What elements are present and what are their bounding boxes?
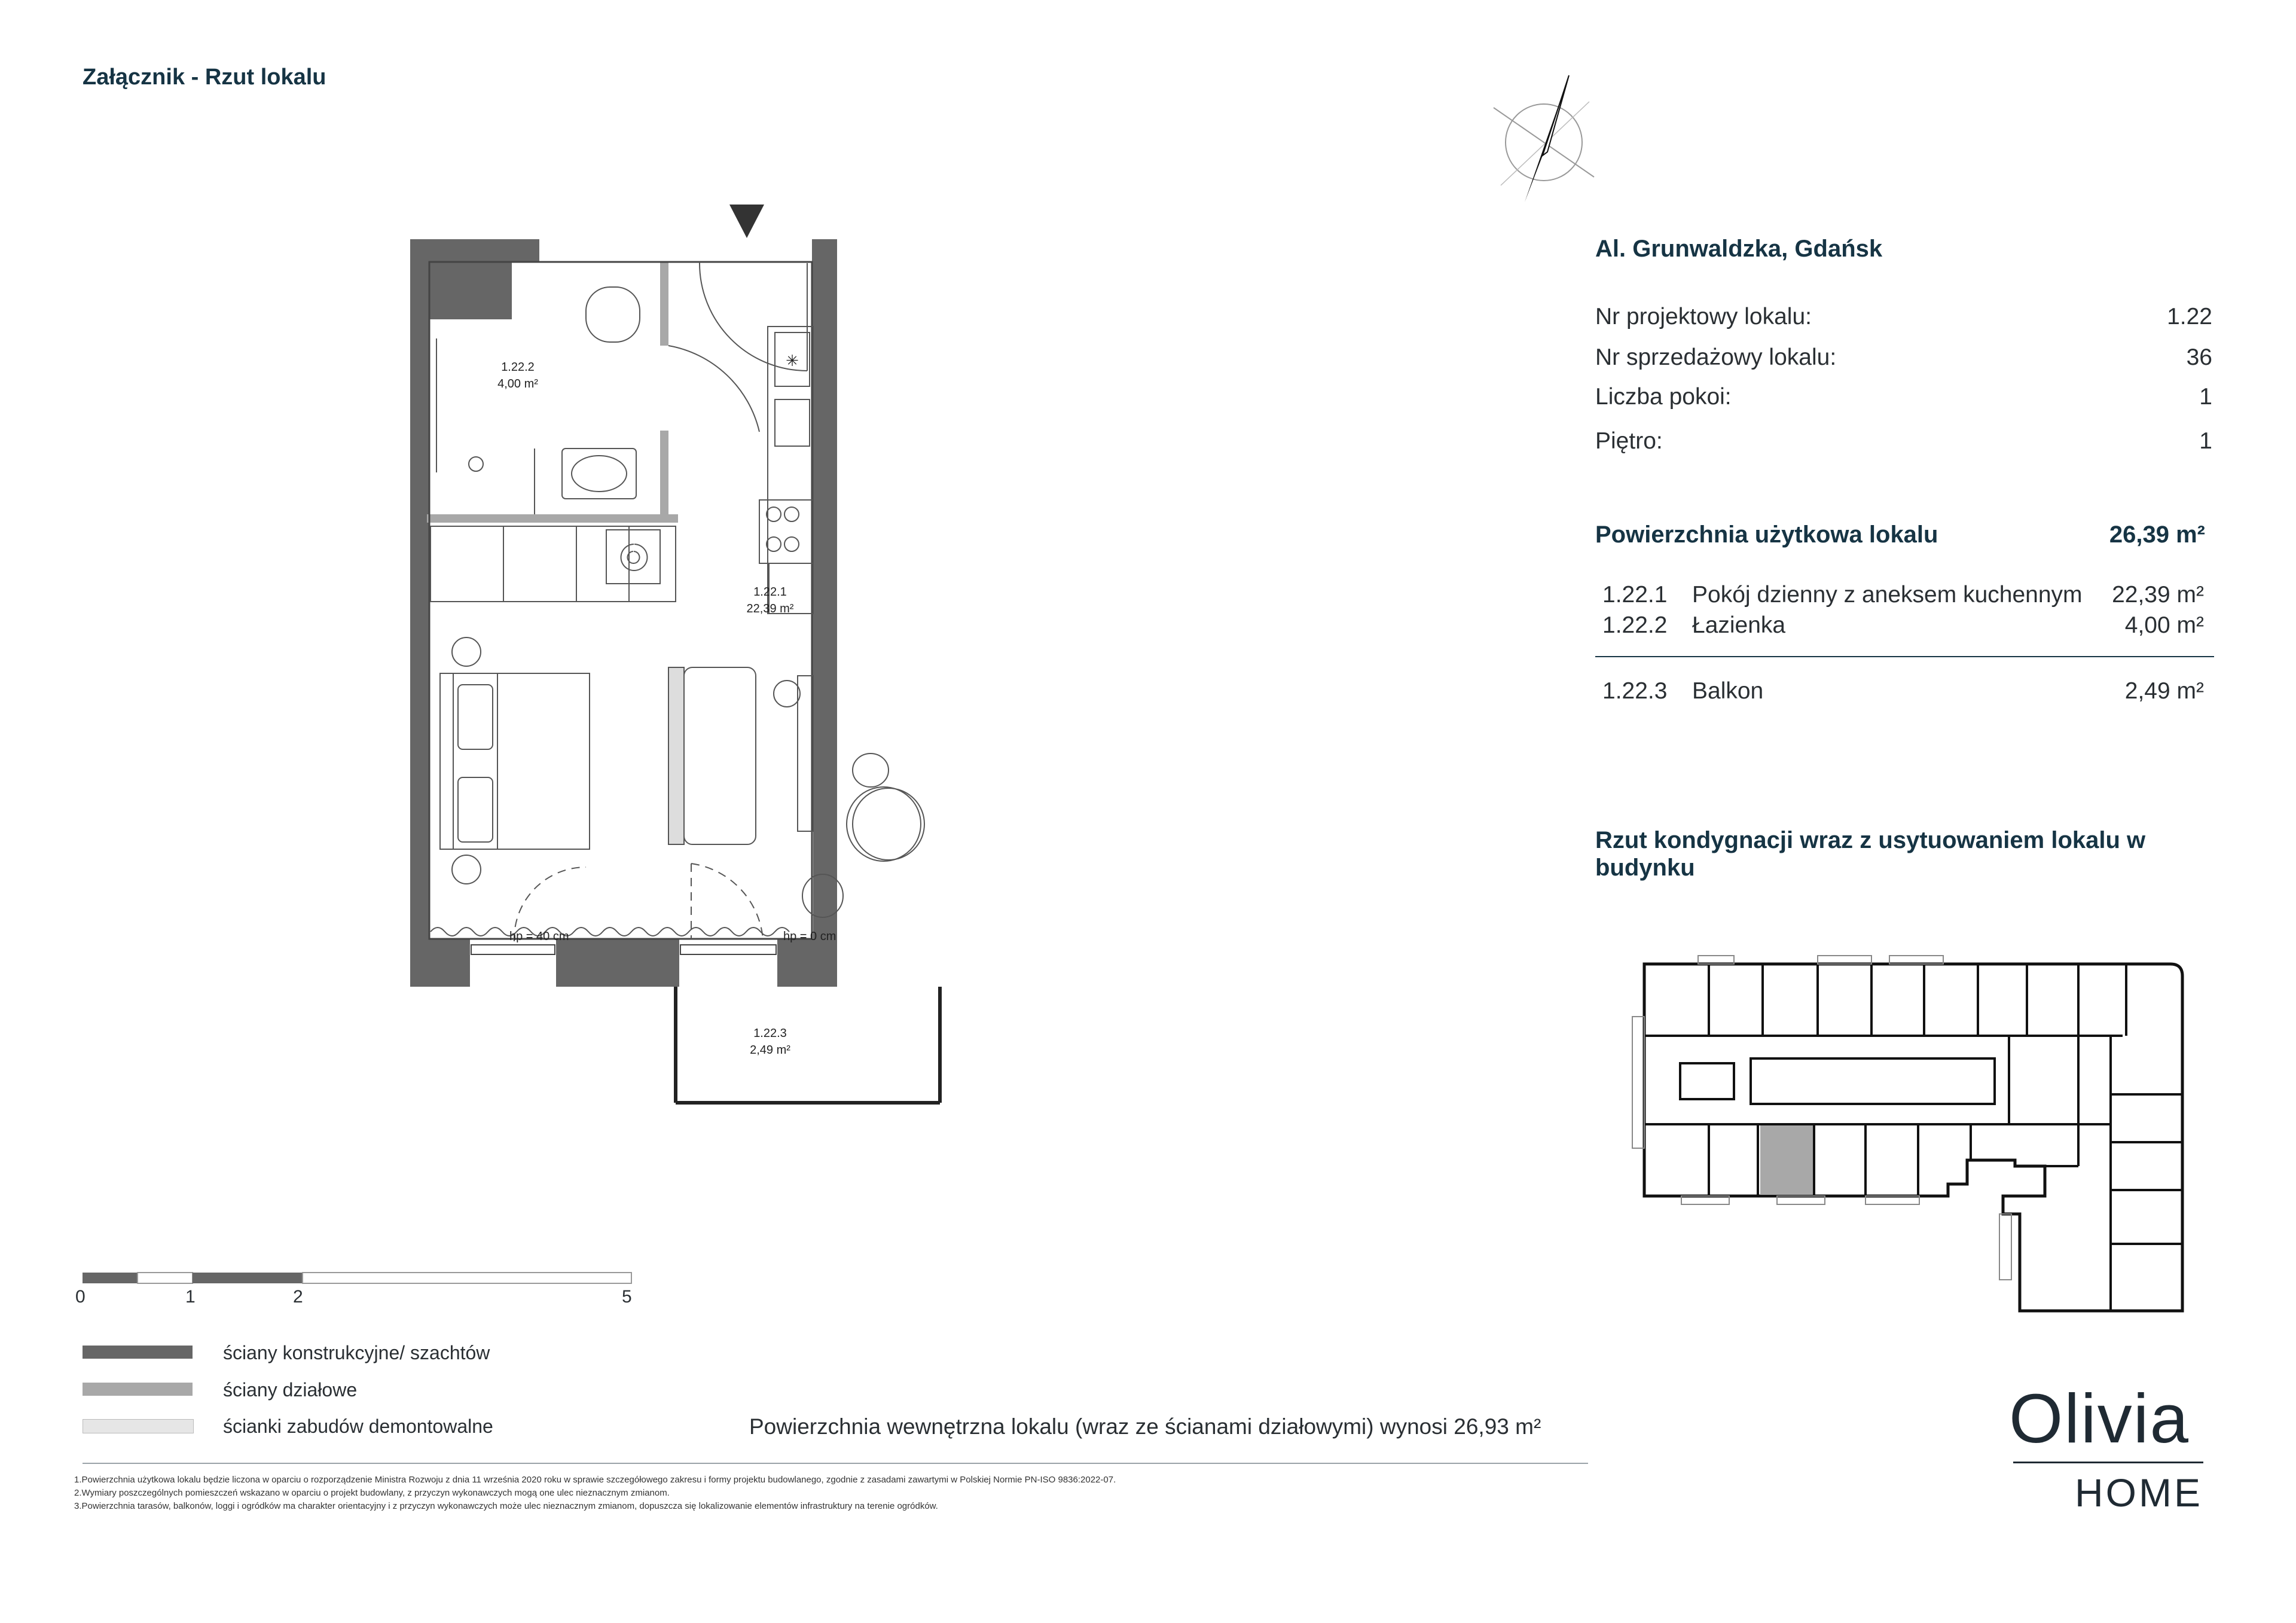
info-value: 1 <box>2199 384 2212 410</box>
room-2-area: 4,00 m² <box>497 377 538 391</box>
info-row-floor <box>1595 428 2212 454</box>
footnote: 2.Wymiary poszczególnych pomieszczeń wskazano w oparciu o projekt budowlany, z przyczyn wykonawczych mogą one ulec nieznacznym zmianom. <box>74 1488 670 1498</box>
info-row-project-no <box>1595 304 2212 330</box>
room-code: 1.22.3 <box>1602 678 1668 704</box>
svg-text:✳: ✳ <box>786 352 799 370</box>
room-2-code: 1.22.2 <box>501 361 535 374</box>
total-area-text: Powierzchnia wewnętrzna lokalu (wraz ze ścianami działowymi) wynosi 26,93 m² <box>749 1414 1541 1439</box>
logo-divider <box>2013 1462 2203 1463</box>
room-code: 1.22.1 <box>1602 582 1668 608</box>
logo-name: Olivia <box>2009 1380 2190 1457</box>
scale-label: 2 <box>293 1287 303 1307</box>
room-area: 2,49 m² <box>2124 678 2204 704</box>
scale-label: 0 <box>75 1287 86 1307</box>
threshold-label-1: hp = 40 cm <box>509 930 569 943</box>
apartment-location-marker <box>1760 1125 1813 1195</box>
scale-label: 1 <box>185 1287 196 1307</box>
divider <box>1595 656 2214 657</box>
usable-area-row <box>1595 521 2205 548</box>
room-area: 4,00 m² <box>2124 612 2204 638</box>
legend-swatch-structural <box>83 1346 193 1359</box>
usable-area-label: Powierzchnia użytkowa lokalu <box>1595 521 1938 548</box>
info-value: 1 <box>2199 428 2212 454</box>
floor-plan-title: Rzut kondygnacji wraz z usytuowaniem lokalu w budynku <box>1595 827 2146 881</box>
legend-label: ściany konstrukcyjne/ szachtów <box>223 1342 490 1363</box>
legend-label: ścianki zabudów demontowalne <box>223 1415 493 1437</box>
info-row-sales-no <box>1595 344 2212 371</box>
info-row-rooms <box>1595 384 2212 410</box>
scale-bar <box>83 1270 633 1288</box>
room-code: 1.22.2 <box>1602 612 1668 638</box>
info-value: 1.22 <box>2167 304 2212 330</box>
page-title: Załącznik - Rzut lokalu <box>83 65 326 90</box>
logo-sub: HOME <box>2075 1471 2203 1515</box>
address: Al. Grunwaldzka, Gdańsk <box>1595 236 1883 262</box>
threshold-label-2: hp = 0 cm <box>783 930 836 943</box>
building-key-plan <box>1614 945 2200 1328</box>
info-value: 36 <box>2186 344 2212 370</box>
info-label: Liczba pokoi: <box>1595 384 1732 410</box>
legend-label: ściany działowe <box>223 1379 358 1401</box>
room-1-area: 22,39 m² <box>746 602 794 615</box>
apartment-floor-plan <box>401 197 975 1124</box>
room-name: Łazienka <box>1692 612 1786 638</box>
room-area: 22,39 m² <box>2112 582 2204 608</box>
north-compass-icon <box>1483 72 1602 203</box>
room-3-area: 2,49 m² <box>750 1044 790 1057</box>
footnote: 1.Powierzchnia użytkowa lokalu będzie liczona w oparciu o rozporządzenie Ministra Rozwoju z dnia 11 września 2020 roku w sprawie szczegółowego zakresu i formy projektu budowlanego, zgodnie z zasadami zawartymi w Polskiej Normie PN-ISO 9836:2022-07. <box>74 1475 1116 1485</box>
room-name: Pokój dzienny z aneksem kuchennym <box>1692 582 2083 608</box>
footnote: 3.Powierzchnia tarasów, balkonów, loggi i ogródków ma charakter orientacyjny i z przyczyn wykonawczych może ulec nieznacznym zmianom, dopuszcza się lokalizowanie elementów infrastruktury na terenie ogródków. <box>74 1501 938 1511</box>
usable-area-value: 26,39 m² <box>2109 521 2205 548</box>
room-3-code: 1.22.3 <box>753 1027 787 1040</box>
info-label: Nr projektowy lokalu: <box>1595 304 1812 330</box>
legend-swatch-demountable <box>83 1419 194 1433</box>
info-label: Nr sprzedażowy lokalu: <box>1595 344 1837 370</box>
info-label: Piętro: <box>1595 428 1663 454</box>
scale-label: 5 <box>622 1287 632 1307</box>
room-name: Balkon <box>1692 678 1764 704</box>
footer-divider <box>83 1463 1588 1464</box>
legend-swatch-partition <box>83 1383 193 1396</box>
room-1-code: 1.22.1 <box>753 585 787 599</box>
